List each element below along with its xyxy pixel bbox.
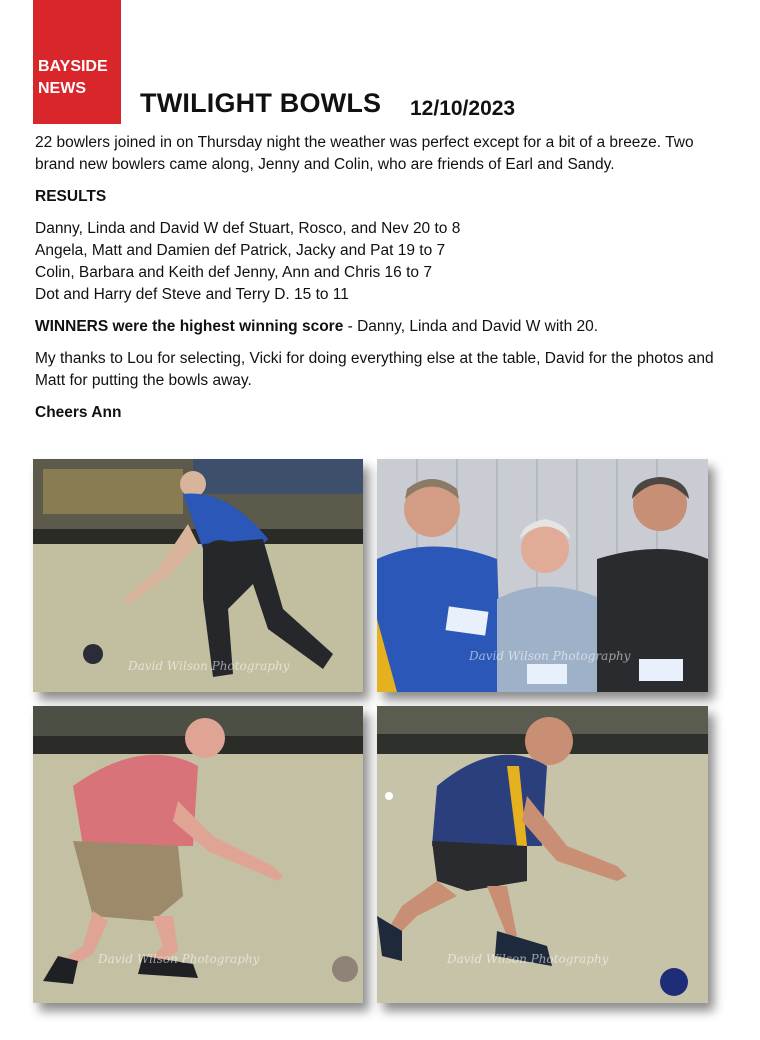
photo-bowler-navy-shirt [377,706,708,1003]
badge-line-2: NEWS [38,80,86,97]
result-line: Dot and Harry def Steve and Terry D. 15 to 11 [35,286,349,303]
bayside-news-badge [33,0,121,124]
photo-1-illustration [33,459,363,692]
results-list [35,218,715,306]
article-date: 12/10/2023 [410,97,516,120]
badge-line-1: BAYSIDE [38,58,108,75]
results-heading: RESULTS [35,188,107,205]
result-line: Angela, Matt and Damien def Patrick, Jacky and Pat 19 to 7 [35,242,446,259]
article-body [35,132,715,434]
photo-winners [377,459,708,692]
signoff: Cheers Ann [35,404,122,421]
photo-bowler-blue-shirt [33,459,363,692]
result-line: Danny, Linda and David W def Stuart, Rosco, and Nev 20 to 8 [35,220,461,237]
photo-watermark: David Wilson Photography [128,659,290,673]
photo-watermark: David Wilson Photography [447,952,609,966]
photo-watermark: David Wilson Photography [469,649,631,663]
intro-paragraph: 22 bowlers joined in on Thursday night the weather was perfect except for a bit of a breeze. Two brand new bowlers came along, Jenny and Colin, who are friends of Earl and Sandy. [35,134,694,173]
winners-bold: WINNERS were the highest winning score [35,318,344,335]
article-title: TWILIGHT BOWLS [140,88,382,118]
photo-watermark: David Wilson Photography [98,952,260,966]
thanks-paragraph: My thanks to Lou for selecting, Vicki for doing everything else at the table, David for the photos and Matt for putting the bowls away. [35,350,714,389]
winners-rest: - Danny, Linda and David W with 20. [343,318,599,335]
winners-paragraph [35,316,715,338]
photo-bowler-pink-shirt [33,706,363,1003]
result-line: Colin, Barbara and Keith def Jenny, Ann and Chris 16 to 7 [35,264,432,281]
